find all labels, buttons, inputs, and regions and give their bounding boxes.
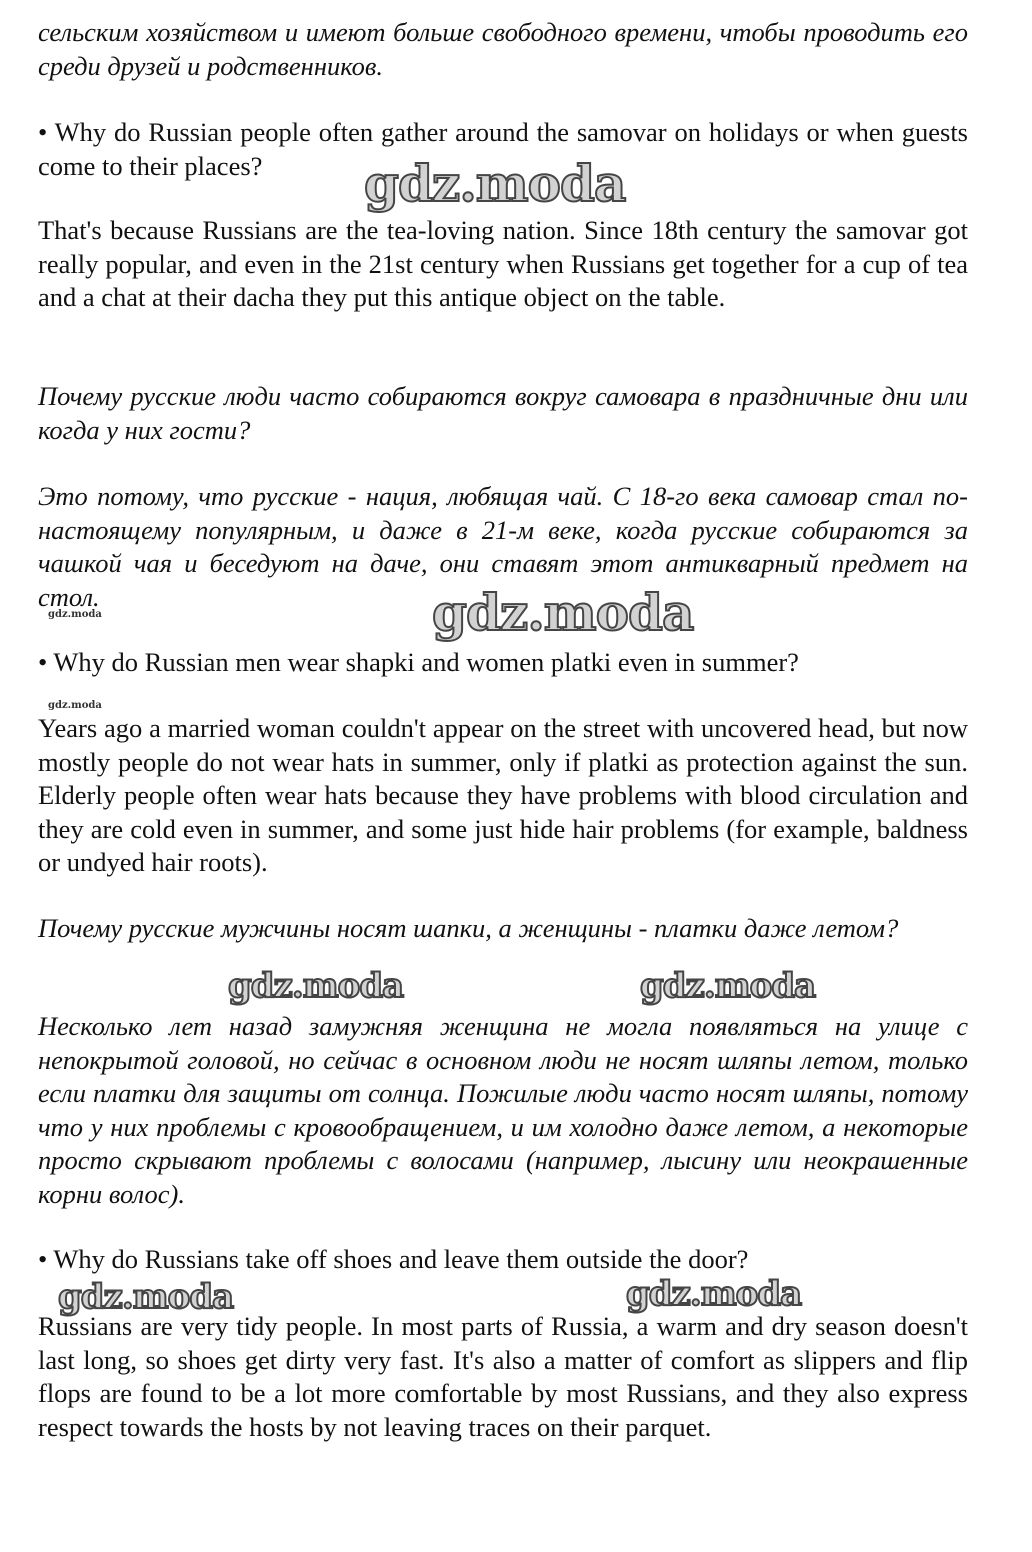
question-shapki-platki-russian: Почему русские мужчины носят шапки, а женщины - платки даже летом?: [38, 913, 899, 943]
watermark-logo: gdz.moda: [364, 154, 626, 213]
question-shoes: • Why do Russians take off shoes and leave them outside the door?: [38, 1244, 749, 1274]
watermark-logo: gdz.moda: [640, 966, 816, 1006]
paragraph-russian-intro-end: сельским хозяйством и имеют больше свободного времени, чтобы проводить его среди друзей и родственников.: [38, 17, 968, 81]
answer-samovar-russian: Это потому, что русские - нация, любящая чай. С 18-го века самовар стал по-настоящему популярным, и даже в 21-м веке, когда русские собираются за чашкой чая и беседуют на даче, они ставят этот антикварный предмет на стол.: [38, 481, 968, 612]
answer-samovar: That's because Russians are the tea-loving nation. Since 18th century the samovar got really popular, and even in the 21st century when Russians get together for a cup of tea and a chat at their dacha they put this antique object on the table.: [38, 215, 968, 312]
watermark-small: gdz.moda: [48, 700, 102, 711]
question-samovar-russian: Почему русские люди часто собираются вокруг самовара в праздничные дни или когда у них гости?: [38, 381, 968, 445]
answer-shoes: Russians are very tidy people. In most parts of Russia, a warm and dry season doesn't last long, so shoes get dirty very fast. It's also a matter of comfort as slippers and flip flops are found to be a lot more comfortable by most Russians, and they also express respect towards the hosts by not leaving traces on their parquet.: [38, 1311, 968, 1442]
question-samovar: • Why do Russian people often gather around the samovar on holidays or when guests come to their places?: [38, 117, 968, 181]
watermark-logo: gdz.moda: [228, 966, 404, 1006]
watermark-logo: gdz.moda: [58, 1277, 234, 1317]
watermark-logo: gdz.moda: [626, 1274, 802, 1314]
answer-shapki-platki-russian: Несколько лет назад замужняя женщина не могла появляться на улице с непокрытой головой, но сейчас в основном люди не носят шляпы летом, только если платки для защиты от солнца. Пожилые люди часто носят шляпы, потому что у них проблемы с кровообращением, и им холодно даже летом, а некоторые просто скрывают проблемы с волосами (например, лысину или неокрашенные корни волос).: [38, 1011, 968, 1209]
question-shapki-platki: • Why do Russian men wear shapki and women platki even in summer?: [38, 647, 799, 677]
answer-shapki-platki: Years ago a married woman couldn't appear on the street with uncovered head, but now mostly people do not wear hats in summer, only if platki as protection against the sun. Elderly people often wear hats because they have problems with blood circulation and they are cold even in summer, and some just hide hair problems (for example, baldness or undyed hair roots).: [38, 713, 968, 877]
watermark-logo: gdz.moda: [432, 583, 694, 642]
watermark-small: gdz.moda: [48, 609, 102, 620]
